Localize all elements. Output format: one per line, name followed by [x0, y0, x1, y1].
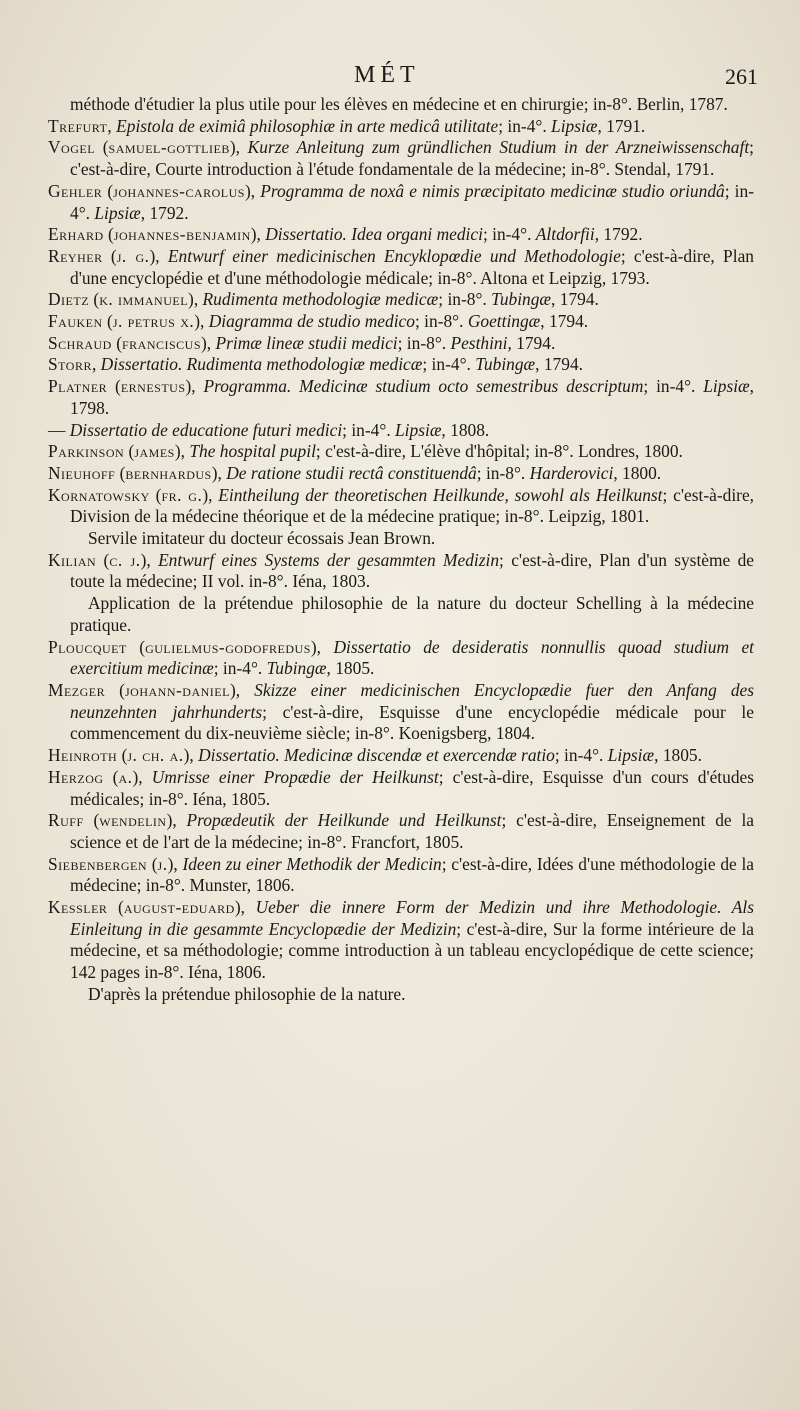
entry-text: ; in-8°. — [438, 289, 492, 310]
author-name: fr. g. — [161, 484, 203, 505]
entry-text: , — [91, 354, 101, 375]
author-name: Reyher — [48, 245, 103, 266]
entry-text: ; in-4°. — [554, 745, 608, 766]
entry-text: ( — [89, 289, 100, 310]
entry-text: , 1808. — [441, 419, 490, 440]
author-name: samuel-gottlieb — [108, 137, 230, 158]
page-number: 261 — [725, 64, 758, 89]
bibliography-entry — [48, 745, 754, 767]
entry-text: , 1805. — [654, 745, 702, 766]
author-name: j. — [157, 853, 168, 874]
title-italic: Entwurf einer medicinischen Encyklopœdie und Methodologie — [167, 245, 621, 266]
author-name: james — [134, 441, 175, 462]
entry-text: ), — [167, 853, 183, 874]
entry-text: ; c'est-à-dire, Enseignement de la science et de l'art de la médecine; in-8°. Francfort, 1805. — [70, 810, 755, 852]
title-italic: Lipsiæ — [94, 202, 141, 223]
entry-text: ( — [107, 897, 124, 918]
bibliography-entry — [48, 637, 754, 680]
author-name: Parkinson — [48, 441, 125, 462]
author-name: j. g. — [116, 245, 150, 266]
entry-text: ; in-4°. — [482, 224, 536, 245]
entry-text: ; c'est-à-dire, Plan d'un système de toute la médecine; II vol. in-8°. Iéna, 1803. — [70, 549, 755, 592]
entry-text: ; in-4°. — [213, 658, 267, 679]
title-italic: Tubingæ — [475, 354, 536, 375]
title-italic: Ideen zu einer Methodik der Medicin — [182, 853, 442, 874]
title-italic: Primæ lineæ studii medici — [215, 332, 398, 353]
bibliography-entry — [48, 94, 754, 116]
entry-text: ; c'est-à-dire, L'élève d'hôpital; in-8°. Londres, 1800. — [315, 441, 683, 462]
title-italic: Lipsiæ — [607, 745, 655, 766]
entry-text: ), — [174, 441, 190, 462]
title-italic: Kurze Anleitung zum gründlichen Studium in der Arzneiwissenschaft — [247, 137, 750, 158]
author-name: ernestus — [120, 376, 186, 397]
entry-text: ; c'est-à-dire, Courte introduction à l'étude fondamentale de la médecine; in-8°. Stendal, 1791. — [70, 137, 754, 180]
bibliography-entry — [48, 420, 754, 442]
entry-text: ( — [124, 441, 135, 462]
title-italic: Tubingæ — [491, 289, 552, 310]
entry-text: ), — [185, 376, 204, 397]
entry-text: — — [48, 419, 70, 440]
author-name: Kilian — [48, 549, 97, 570]
entry-text: ( — [149, 484, 162, 505]
author-name: franciscus — [121, 332, 202, 353]
bibliography-entry — [48, 376, 754, 419]
entry-text: , 1794. — [507, 332, 556, 353]
author-name: Schraud — [48, 332, 112, 353]
entry-text: , 1792. — [140, 202, 189, 223]
entry-text: , 1800. — [613, 462, 662, 483]
author-name: Kornatowsky — [48, 484, 150, 505]
entry-text: ( — [95, 137, 109, 158]
title-italic: Eintheilung der theoretischen Heilkunde, sowohl als Heilkunst — [218, 484, 663, 505]
entry-text: ), — [211, 462, 227, 483]
entry-text: ), — [234, 897, 256, 918]
author-name: Kessler — [48, 897, 108, 918]
entry-text: ; in-8°. — [476, 462, 530, 483]
bibliography-entry — [48, 224, 754, 246]
entry-text: ( — [103, 224, 114, 245]
bibliography-entry — [48, 311, 754, 333]
entry-text: ; c'est-à-dire, Esquisse d'une encyclopédie médicale pour le commencement du dix-neuvième siècle; in-8°. Koenigsberg, 1804. — [70, 701, 754, 744]
title-italic: Dissertatio. Rudimenta methodologiæ medicæ — [100, 354, 423, 375]
entry-text: , 1791. — [597, 115, 646, 136]
entry-text: D'après la prétendue philosophie de la nature. — [88, 983, 406, 1004]
title-italic: Skizze einer medicinischen Encyclopædie fuer den Anfang des neunzehnten jahrhunderts — [70, 679, 754, 722]
entry-text: ), — [229, 679, 255, 700]
entry-text: ; c'est-à-dire, Division de la médecine théorique et de la médecine pratique; in-8°. Leipzig, 1801. — [70, 484, 755, 527]
entry-text: ), — [310, 636, 334, 657]
author-name: k. immanuel — [99, 289, 189, 310]
title-italic: Dissertatio. Medicinæ discendæ et exercendæ ratio — [198, 745, 555, 766]
title-italic: Rudimenta methodologiæ medicæ — [202, 289, 439, 310]
entry-text: ( — [147, 853, 158, 874]
entry-text: ( — [117, 745, 128, 766]
author-name: johannes-carolus — [113, 180, 245, 201]
bibliography-text — [48, 94, 754, 1006]
entry-text: ), — [201, 332, 216, 353]
bibliography-entry — [48, 680, 754, 745]
entry-text: , — [107, 115, 117, 136]
bibliography-entry — [48, 463, 754, 485]
author-name: c. j. — [109, 549, 141, 570]
entry-text: ( — [102, 245, 117, 266]
bibliography-entry — [48, 116, 754, 138]
bibliography-entry — [48, 246, 754, 289]
author-name: Nieuhoff — [48, 462, 116, 483]
entry-text: ( — [102, 311, 113, 332]
entry-text: ; in-4°. — [422, 354, 476, 375]
title-italic: Harderovici — [529, 462, 614, 483]
entry-text: ; in-4°. — [70, 180, 754, 223]
author-name: johannes-benjamin — [113, 224, 251, 245]
author-name: Erhard — [48, 224, 104, 245]
author-name: Gehler — [48, 180, 103, 201]
author-name: Trefurt — [48, 115, 108, 136]
entry-text: ; c'est-à-dire, Sur la forme intérieure de la médecine, et sa méthodologie; comme introduction à un tableau encyclopédique de cette science; 142 pages in-8°. Iéna, 1806. — [70, 918, 754, 983]
title-italic: Propædeutik der Heilkunde und Heilkunst — [186, 810, 502, 831]
title-italic: Lipsiæ — [703, 376, 750, 397]
entry-text: ; c'est-à-dire, Esquisse d'un cours d'études médicales; in-8°. Iéna, 1805. — [70, 766, 754, 809]
title-italic: Pesthini — [450, 332, 508, 353]
author-name: Vogel — [48, 137, 96, 158]
bibliography-entry — [48, 485, 754, 528]
author-name: Siebenbergen — [48, 853, 147, 874]
title-italic: De ratione studii rectâ constituendâ — [226, 462, 477, 483]
title-italic: Entwurf eines Systems der gesammten Medizin — [158, 549, 500, 570]
author-name: j. petrus x. — [112, 311, 195, 332]
author-name: Fauken — [48, 311, 103, 332]
author-name: j. ch. a. — [127, 745, 184, 766]
title-italic: Programma de noxâ e nimis præcipitato medicinæ studio oriundâ — [260, 180, 725, 201]
entry-text: , 1794. — [540, 311, 589, 332]
title-italic: Altdorfii — [535, 224, 595, 245]
entry-text: ), — [229, 137, 248, 158]
entry-text: ; in-4°. — [342, 419, 396, 440]
entry-text: ), — [250, 224, 266, 245]
entry-text: ( — [111, 332, 122, 353]
running-head-title: MÉT — [354, 62, 420, 88]
entry-text: , 1794. — [551, 289, 599, 310]
entry-text: ), — [149, 245, 168, 266]
entry-text: ( — [107, 376, 121, 397]
entry-text: , 1798. — [70, 376, 755, 418]
title-italic: Epistola de eximiâ philosophiæ in arte medicâ utilitate — [116, 115, 499, 136]
author-name: Dietz — [48, 289, 90, 310]
bibliography-entry — [48, 354, 754, 376]
annotation-note — [48, 984, 754, 1006]
entry-text: ; c'est-à-dire, Plan d'une encyclopédie et d'une méthodologie médicale; in-8°. Altona et Leipzig, 1793. — [70, 245, 754, 288]
entry-text: ), — [140, 549, 159, 570]
entry-text: ), — [202, 484, 219, 505]
author-name: Storr — [48, 354, 92, 375]
entry-text: ), — [166, 810, 187, 831]
author-name: wendelin — [99, 810, 167, 831]
author-name: a. — [118, 766, 133, 787]
entry-text: ), — [244, 180, 261, 201]
author-name: gulielmus-godofredus — [145, 636, 311, 657]
entry-text: méthode d'étudier la plus utile pour les élèves en médecine et en chirurgie; in-8°. Berlin, 1787. — [70, 94, 728, 114]
entry-text: ( — [96, 549, 110, 570]
bibliography-entry — [48, 441, 754, 463]
title-italic: Dissertatio de educatione futuri medici — [69, 419, 343, 440]
bibliography-entry — [48, 333, 754, 355]
annotation-note — [48, 528, 754, 550]
annotation-note — [48, 593, 754, 636]
title-italic: Dissertatio de desideratis nonnullis quoad studium et exercitium medicinæ — [70, 636, 754, 679]
bibliography-entry — [48, 289, 754, 311]
title-italic: Goettingæ — [467, 311, 541, 332]
entry-text: ; in-4°. — [498, 115, 552, 136]
author-name: Mezger — [48, 679, 106, 700]
entry-text: ), — [188, 289, 203, 310]
entry-text: , 1794. — [535, 354, 583, 375]
entry-text: , 1805. — [326, 658, 375, 679]
author-name: bernhardus — [125, 462, 212, 483]
title-italic: Programma. Medicinæ studium octo semestribus descriptum — [203, 376, 644, 397]
author-name: Platner — [48, 376, 108, 397]
author-name: Ruff — [48, 810, 84, 831]
title-italic: Lipsiæ — [551, 115, 598, 136]
entry-text: ( — [115, 462, 126, 483]
entry-text: ( — [83, 810, 100, 831]
bibliography-entry — [48, 137, 754, 180]
title-italic: Tubingæ — [266, 658, 327, 679]
entry-text: ( — [105, 679, 125, 700]
entry-text: ), — [132, 766, 152, 787]
author-name: johann-daniel — [124, 679, 230, 700]
title-italic: Diagramma de studio medico — [208, 311, 415, 332]
entry-text: , 1792. — [594, 224, 643, 245]
entry-text: ; in-8°. — [414, 311, 468, 332]
running-head — [0, 62, 800, 94]
entry-text: ( — [102, 180, 114, 201]
author-name: Herzog — [48, 766, 104, 787]
bibliography-entry — [48, 181, 754, 224]
bibliography-entry — [48, 854, 754, 897]
author-name: Heinroth — [48, 745, 118, 766]
entry-text: Application de la prétendue philosophie de la nature du docteur Schelling à la médecine pratique. — [70, 593, 754, 635]
bibliography-entry — [48, 810, 754, 853]
title-italic: Umrisse einer Propædie der Heilkunst — [151, 766, 439, 787]
entry-text: ( — [126, 636, 146, 657]
entry-text: ; in-4°. — [643, 376, 704, 397]
entry-text: ), — [194, 311, 209, 332]
author-name: Ploucquet — [48, 636, 127, 657]
entry-text: ), — [183, 745, 199, 766]
title-italic: Ueber die innere Form der Medizin und ihre Methodologie. Als Einleitung in die gesammte Encyclopædie der Medizin — [70, 897, 754, 939]
title-italic: The hospital pupil — [189, 441, 316, 462]
entry-text: ; c'est-à-dire, Idées d'une méthodologie de la médecine; in-8°. Munster, 1806. — [70, 853, 755, 896]
entry-text: ; in-8°. — [397, 332, 451, 353]
entry-text: ( — [103, 766, 119, 787]
bibliography-entry — [48, 550, 754, 593]
entry-text: Servile imitateur du docteur écossais Jean Brown. — [88, 528, 436, 549]
title-italic: Dissertatio. Idea organi medici — [265, 224, 483, 245]
bibliography-entry — [48, 897, 754, 984]
bibliography-entry — [48, 767, 754, 810]
title-italic: Lipsiæ — [395, 419, 442, 440]
author-name: august-eduard — [123, 897, 235, 918]
